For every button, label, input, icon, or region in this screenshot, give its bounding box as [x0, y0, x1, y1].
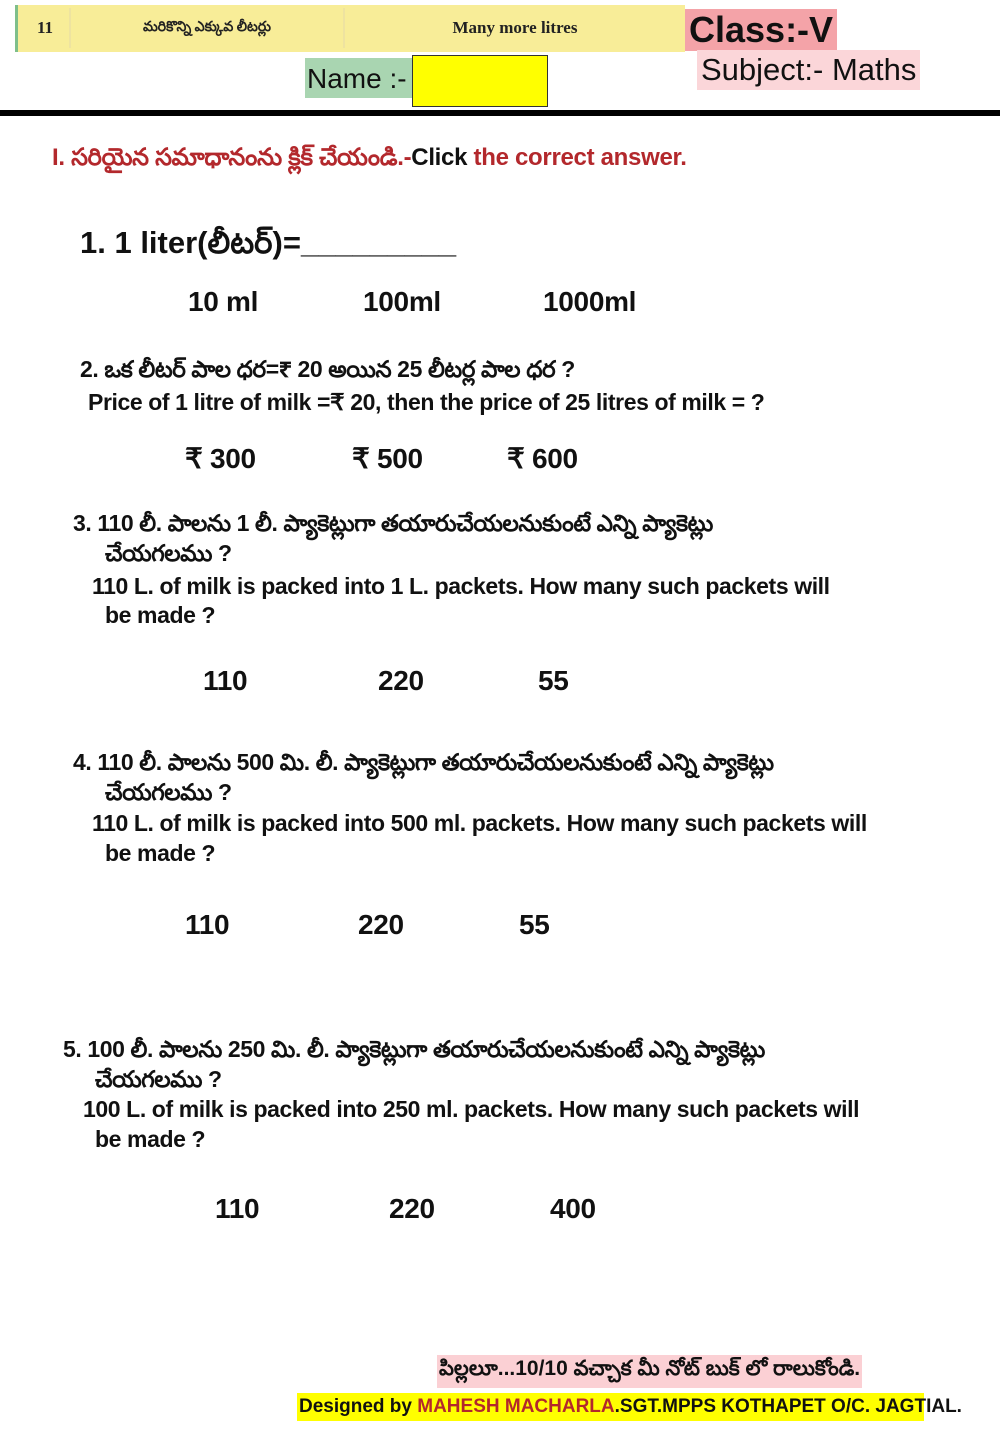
q1-option-a[interactable]: 10 ml	[188, 286, 259, 317]
footer-note: పిల్లలూ...10/10 వచ్చాక మీ నోట్ బుక్ లో రాలుకోండి.	[437, 1355, 862, 1388]
class-label: Class:-V	[685, 9, 837, 51]
divider	[0, 110, 1000, 116]
instruction-telugu: I. సరియైన సమాధానంను క్లిక్ చేయండి.-	[52, 144, 412, 171]
question-2-telugu: 2. ఒక లీటర్ పాల ధర=₹ 20 అయిన 25 లీటర్ల పాల ధర ?	[80, 356, 575, 382]
q2-option-c[interactable]: ₹ 600	[507, 443, 578, 474]
question-5-telugu: 5. 100 లీ. పాలను 250 మి. లీ. ప్యాకెట్లుగా తయారుచేయలనుకుంటే ఎన్ని ప్యాకెట్లు	[63, 1036, 765, 1062]
subject-label: Subject:- Maths	[697, 50, 920, 90]
author-name: MAHESH MACHARLA	[417, 1396, 615, 1417]
question-5-telugu-cont: చేయగలము ?	[95, 1066, 222, 1092]
question-4-telugu: 4. 110 లీ. పాలను 500 మి. లీ. ప్యాకెట్లుగా తయారుచేయలనుకుంటే ఎన్ని ప్యాకెట్లు	[73, 749, 774, 775]
designed-by-label: Designed by	[299, 1396, 418, 1417]
question-3-telugu-cont: చేయగలము ?	[105, 540, 232, 566]
q4-option-b[interactable]: 220	[358, 909, 404, 940]
question-4-telugu-cont: చేయగలము ?	[105, 779, 232, 805]
lesson-header-bar	[15, 5, 685, 52]
q5-option-b[interactable]: 220	[389, 1193, 435, 1224]
q5-option-c[interactable]: 400	[550, 1193, 596, 1224]
name-input[interactable]	[412, 55, 548, 107]
lesson-number: 11	[21, 8, 71, 48]
lesson-title-telugu: మరికొన్ని ఎక్కువ లీటర్లు	[71, 8, 345, 48]
q2-option-b[interactable]: ₹ 500	[352, 443, 423, 474]
question-5-english-cont: be made ?	[95, 1126, 206, 1152]
q4-option-a[interactable]: 110	[185, 909, 230, 940]
instruction-click: Click	[411, 144, 468, 171]
q3-option-b[interactable]: 220	[378, 665, 424, 696]
q3-option-c[interactable]: 55	[538, 665, 569, 696]
name-label: Name :-	[305, 58, 412, 98]
instruction-english: the correct answer.	[467, 144, 687, 171]
question-4-english-cont: be made ?	[105, 840, 216, 866]
q2-option-a[interactable]: ₹ 300	[185, 443, 256, 474]
q1-option-c[interactable]: 1000ml	[543, 286, 637, 317]
designer-credit	[297, 1393, 962, 1421]
q5-option-a[interactable]: 110	[215, 1193, 260, 1224]
q4-option-c[interactable]: 55	[519, 909, 550, 940]
question-3-telugu: 3. 110 లీ. పాలను 1 లీ. ప్యాకెట్లుగా తయారుచేయలనుకుంటే ఎన్ని ప్యాకెట్లు	[73, 510, 713, 536]
question-5-english: 100 L. of milk is packed into 250 ml. packets. How many such packets will	[83, 1096, 860, 1122]
question-3-english: 110 L. of milk is packed into 1 L. packets. How many such packets will	[92, 573, 830, 599]
q1-option-b[interactable]: 100ml	[363, 286, 441, 317]
q3-option-a[interactable]: 110	[203, 665, 248, 696]
lesson-title-english: Many more litres	[452, 18, 578, 37]
question-3-english-cont: be made ?	[105, 602, 216, 628]
school-name: .SGT.MPPS KOTHAPET O/C. JAGTIAL.	[614, 1396, 962, 1417]
question-2-english: Price of 1 litre of milk =₹ 20, then the price of 25 litres of milk = ?	[88, 389, 765, 415]
question-4-english: 110 L. of milk is packed into 500 ml. packets. How many such packets will	[92, 810, 867, 836]
instruction	[52, 144, 687, 177]
question-1-text: 1. 1 liter(లీటర్)=_________	[80, 225, 457, 260]
